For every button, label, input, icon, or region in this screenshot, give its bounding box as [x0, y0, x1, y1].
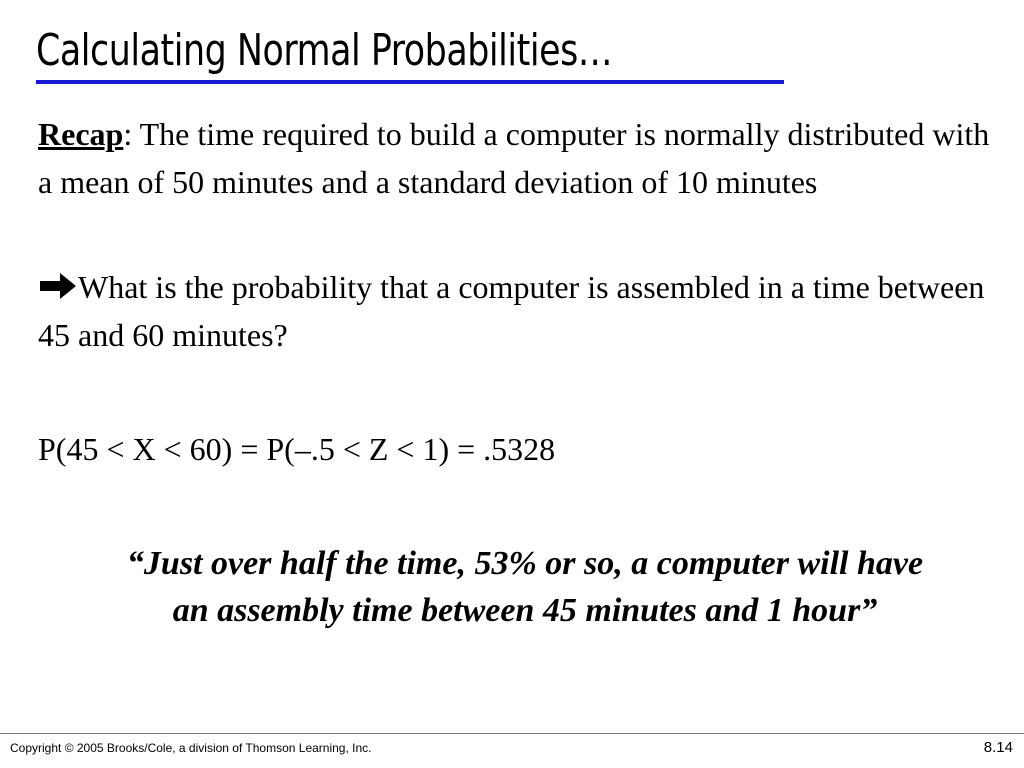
slide-title: Calculating Normal Probabilities…	[36, 25, 613, 76]
recap-label: Recap	[38, 116, 124, 152]
title-underline	[36, 80, 784, 84]
quote-line-1: “Just over half the time, 53% or so, a computer will have	[126, 545, 924, 582]
recap-paragraph	[38, 110, 998, 206]
recap-text: : The time required to build a computer is normally distributed with a mean of 50 minutes and a standard deviation of 10 minutes	[38, 116, 990, 200]
footer-copyright: Copyright © 2005 Brooks/Cole, a division of Thomson Learning, Inc.	[10, 741, 372, 755]
quote-line-2: an assembly time between 45 minutes and 1 hour”	[172, 592, 878, 629]
interpretation-quote	[40, 540, 1010, 634]
question-text: What is the probability that a computer is assembled in a time between 45 and 60 minutes?	[38, 269, 985, 353]
slide-page-number: 8.14	[983, 739, 1013, 756]
question-paragraph	[38, 263, 998, 359]
footer-divider	[0, 733, 1024, 734]
right-arrow-icon	[38, 271, 78, 301]
probability-formula: P(45 < X < 60) = P(–.5 < Z < 1) = .5328	[38, 431, 556, 467]
